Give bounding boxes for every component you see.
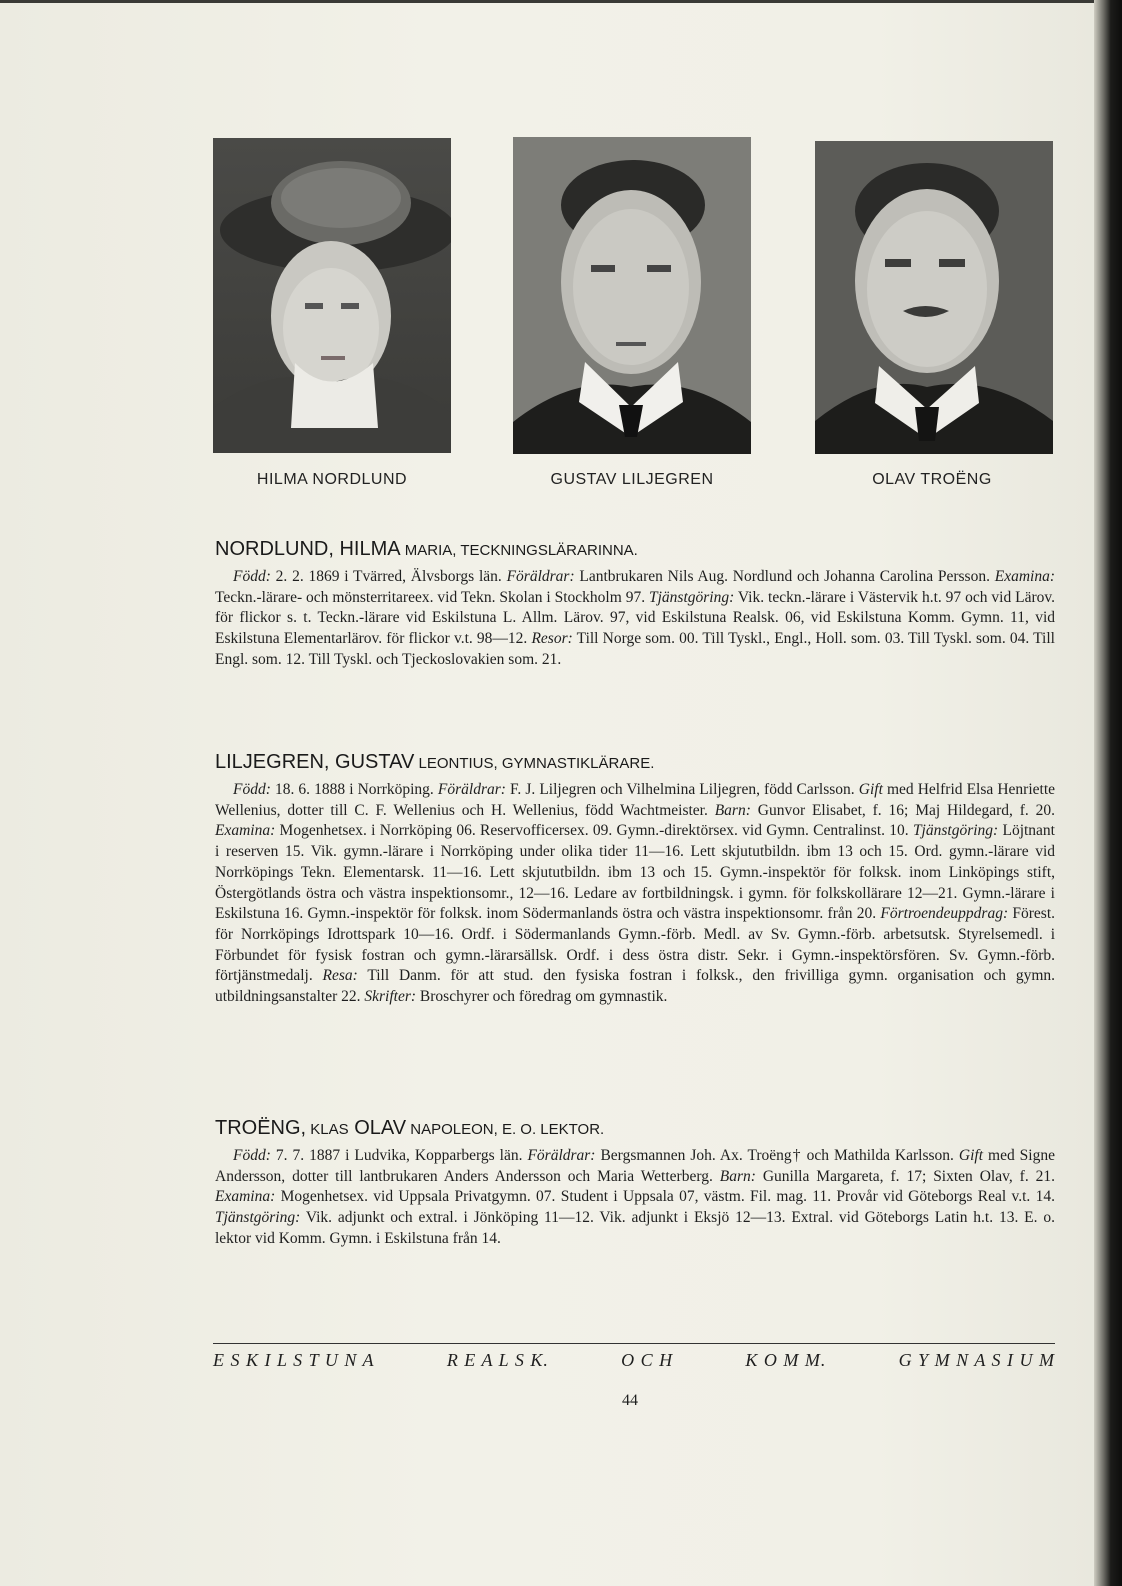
entry-name-part: OLAV [348,1117,407,1139]
field-label: Barn: [719,1167,756,1185]
portrait-photo-gustav-liljegren [513,137,751,454]
field-label: Född: [233,1147,271,1164]
portrait-photo-olav-troeng [815,141,1053,454]
field-text: Gunvor Elisabet, f. 16; Maj Hildegard, f. 20. [750,801,1055,819]
field-label: Född: [233,568,271,585]
footer-word: O C H [621,1350,674,1370]
entry-name: NORDLUND, HILMA [215,538,401,560]
portrait-photo-hilma-nordlund [213,138,451,453]
running-footer [213,1350,1055,1371]
field-label: Skrifter: [364,988,417,1006]
field-text: 2. 2. 1869 i Tvärred, Älvsborgs län. [270,568,507,585]
field-label: Examina: [994,568,1055,585]
page-top-edge [0,0,1094,3]
photo-caption: GUSTAV LILJEGREN [550,471,714,488]
field-text: F. J. Liljegren och Vilhelmina Liljegren, född Carlsson. [505,781,859,798]
biography-entry [215,751,1055,1008]
field-label: Gift [958,1147,984,1164]
entry-name-part: KLAS [306,1121,349,1138]
field-label: Gift [858,781,883,798]
field-label: Tjänstgöring: [215,1209,301,1227]
field-text: Förest. för Norrköpings Idrottspark 10—16. Ordf. i Södermanlands Gymn.-förb. Medl. av Sv. Gymn.-förb. arbetsutsk. Styrelsemedl. i Förbundet för fysisk fostran och gymn.-lärarsällsk. Ordf. i dess östra distr. Sekr. i Gymn.-inspektörsfören. Sv. Gymn.-förb. förtjänstmedalj. [215,905,1055,985]
footer-word: K O M M. [745,1350,827,1370]
field-text: 7. 7. 1887 i Ludvika, Kopparbergs län. [270,1147,528,1164]
field-label: Examina: [215,822,276,840]
field-text: 18. 6. 1888 i Norrköping. [270,781,438,798]
field-text: Broschyrer och föredrag om gymnastik. [416,988,668,1006]
biography-entry [215,1117,1055,1250]
field-text: Gunilla Margareta, f. 17; Sixten Olav, f. 21. [755,1167,1055,1185]
field-label: Barn: [714,801,751,819]
field-label: Tjänstgöring: [912,822,999,840]
field-label: Föräldrar: [506,568,575,585]
field-label: Född: [233,781,271,798]
field-label: Resa: [322,967,358,985]
entry-heading [215,538,1055,561]
book-spine-shadow [1094,0,1122,1586]
entry-subtitle: NAPOLEON, E. O. LEKTOR. [406,1121,605,1138]
footer-word: R E A L S K. [446,1350,549,1370]
field-label: Föräldrar: [437,781,506,798]
footer-word: E S K I L S T U N A [213,1350,375,1370]
photo-caption: OLAV TROËNG [872,471,992,488]
biography-entry [215,538,1055,671]
field-text: Mogenhetsex. vid Uppsala Privatgymn. 07. Student i Uppsala 07, västm. Fil. mag. 11. Provår vid Göteborgs Real v.t. 14. [275,1188,1055,1206]
entry-body [215,780,1055,1008]
entry-body [215,567,1055,671]
entry-subtitle: LEONTIUS, GYMNASTIKLÄRARE. [414,755,655,772]
field-text: Vik. adjunkt och extral. i Jönköping 11—12. Vik. adjunkt i Eksjö 12—13. Extral. vid Göteborgs Latin h.t. 13. E. o. lektor vid Komm. Gymn. i Eskilstuna från 14. [215,1209,1055,1247]
field-text: Vik. teckn.-lärare i Västervik h.t. 97 och vid Lärov. för flickor s. t. Teckn.-lärare vid Eskilstuna L. Allm. Lärov. 97, vid Eskilstuna Realsk. 06, vid Eskilstuna Komm. Gymn. 11, vid Eskilstuna Elementarlärov. för flickor v.t. 98—12. [215,588,1055,648]
field-text: Till Norge som. 00. Till Tyskl., Engl., Holl. som. 03. Till Tyskl. som. 04. Till Engl. som. 12. Till Tyskl. och Tjeckoslovakien som. 21. [215,630,1055,668]
field-label: Resor: [531,630,573,648]
entry-heading [215,751,1055,774]
field-text: Bergsmannen Joh. Ax. Troëng† och Mathilda Karlsson. [595,1147,959,1164]
entry-name: TROËNG, [215,1117,307,1139]
field-text: Lantbrukaren Nils Aug. Nordlund och Johanna Carolina Persson. [574,568,995,585]
entry-body [215,1146,1055,1250]
entry-heading [215,1117,1055,1140]
entry-subtitle: MARIA, TECKNINGSLÄRARINNA. [400,542,638,559]
field-text: Löjtnant i reserven 15. Vik. gymn.-lärare i Norrköping under olika tider 11—16. Lett skjututbildn. ibm 13 och 15. Ord. gymn.-lärare vid Norrköpings Tekn. Elementarsk. 11—16. Lett skjututbildn. ibm 13 och 15. Gymn.-inspektör för folksk. inom Linköpings stift, Östergötlands östra och västra inspektionsomr., 12—16. Ledare av fortbildningsk. i gymn. för folkskollärare 12—21. Gymn.-lärare i Eskilstuna 16. Gymn.-inspektör för folksk. inom Södermanlands östra och västra inspektionsomr. från 20. [215,822,1055,923]
footer-word: G Y M N A S I U M [898,1350,1055,1370]
footer-rule [213,1343,1055,1344]
field-label: Examina: [215,1188,276,1206]
page-number: 44 [622,1392,638,1409]
field-text: Teckn.-lärare- och mönsterritareex. vid Tekn. Skolan i Stockholm 97. [215,588,649,606]
field-text: med Helfrid Elsa Henriette Wellenius, dotter till C. F. Wellenius och H. Wellenius, född Wachtmeister. [215,781,1056,819]
entry-name: LILJEGREN, GUSTAV [215,751,415,773]
field-label: Föräldrar: [527,1147,596,1164]
photo-caption: HILMA NORDLUND [256,471,408,488]
field-label: Förtroendeuppdrag: [880,905,1009,923]
field-text: Till Danm. för att stud. den fysiska fostran i folksk., den frivilliga gymn. organisation och gymn. utbildningsanstalter 22. [215,967,1055,1006]
field-text: Mogenhetsex. i Norrköping 06. Reservofficersex. 09. Gymn.-direktörsex. vid Gymn. Centralinst. 10. [275,822,913,840]
field-text: med Signe Andersson, dotter till lantbrukaren Anders Andersson och Maria Wetterberg. [215,1147,1055,1185]
field-label: Tjänstgöring: [649,588,735,606]
